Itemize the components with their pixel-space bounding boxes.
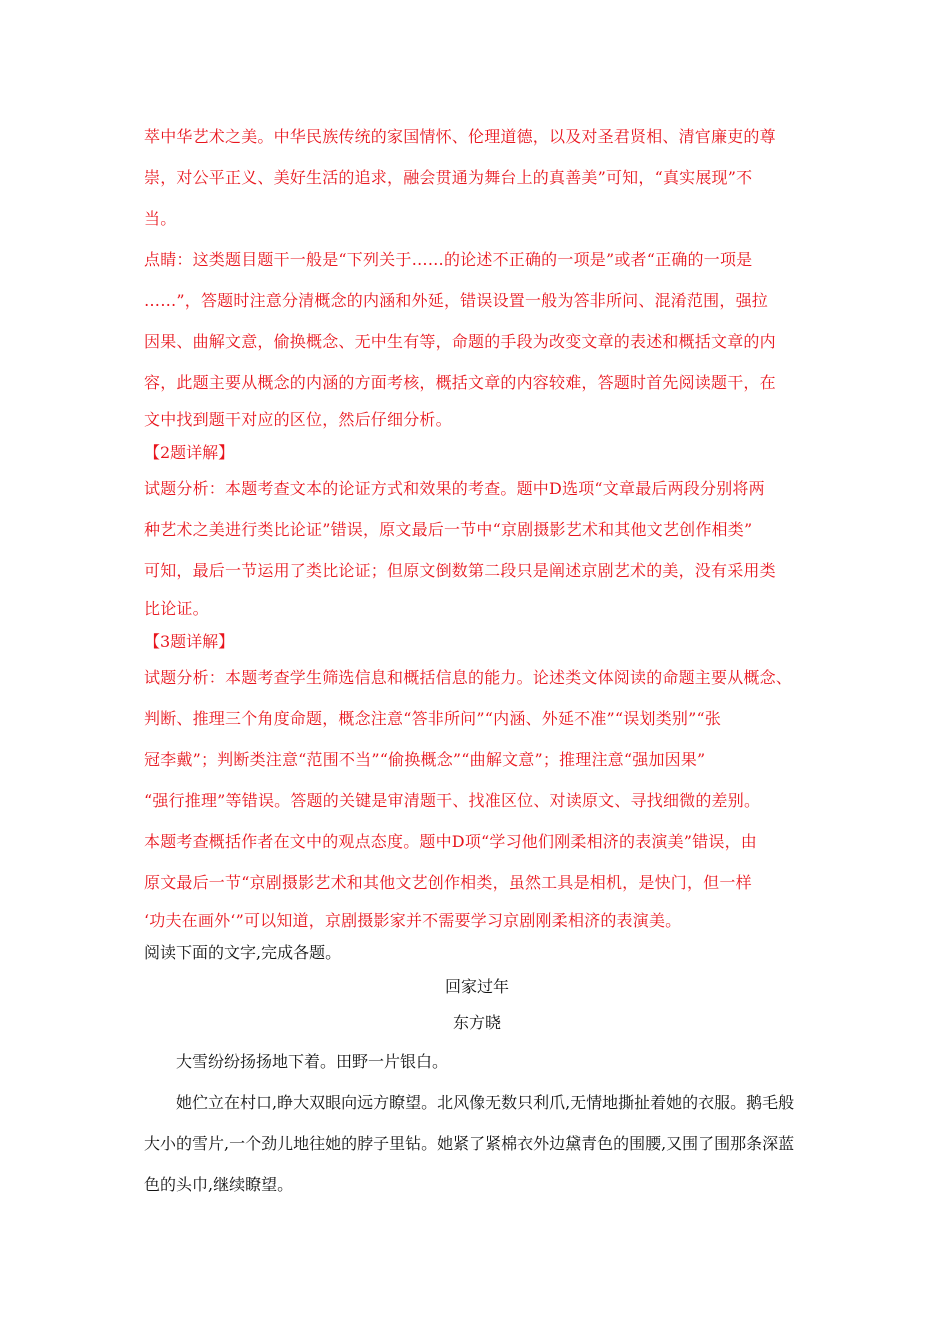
article-title: 回家过年 [444, 977, 509, 996]
analysis-q2 [144, 468, 810, 626]
document-page [144, 116, 810, 1205]
text-line: 试题分析：本题考查学生筛选信息和概括信息的能力。论述类文体阅读的命题主要从概念、 [144, 668, 793, 687]
text-line: 可知，最后一节运用了类比论证；但原文倒数第二段只是阐述京剧艺术的美，没有采用类 [144, 561, 776, 580]
analysis-q3 [144, 657, 810, 939]
article-paragraph: 她伫立在村口,睁大双眼向远方瞭望。北风像无数只利爪,无情地撕扯着她的衣服。鹅毛般大小的雪片,一个劲儿地往她的脖子里钻。她紧了紧棉衣外边黛青色的围腰,又围了围那条深蓝色的头巾,继续瞭望。 [144, 1093, 795, 1194]
text-line: 判断、推理三个角度命题，概念注意“答非所问”“内涵、外延不准”“误划类别”“张 [144, 709, 722, 728]
text-line: 试题分析：本题考查文本的论证方式和效果的考查。题中D选项“文章最后两段分别将两 [144, 479, 765, 498]
article-author: 东方晓 [452, 1013, 501, 1032]
q3-heading: 【3题详解】 [144, 632, 235, 651]
article-body [144, 1041, 810, 1205]
q2-heading: 【2题详解】 [144, 443, 235, 462]
text-line: 本题考查概括作者在文中的观点态度。题中D项“学习他们刚柔相济的表演美”错误，由 [144, 832, 757, 851]
text-line: 容，此题主要从概念的内涵的方面考核，概括文章的内容较难，答题时首先阅读题干，在 [144, 373, 776, 392]
text-line: 当。 [144, 209, 177, 228]
text-line: “强行推理”等错误。答题的关键是审清题干、找准区位、对读原文、寻找细微的差别。 [144, 791, 761, 810]
text-line: 点睛：这类题目题干一般是“下列关于……的论述不正确的一项是”或者“正确的一项是 [144, 250, 753, 269]
reading-section [144, 939, 810, 1205]
text-line: 冠李戴”；判断类注意“范围不当”“偷换概念”“曲解文意”；推理注意“强加因果” [144, 750, 706, 769]
text-line: 崇，对公平正义、美好生活的追求，融会贯通为舞台上的真善美”可知，“真实展现”不 [144, 168, 753, 187]
text-line: 原文最后一节“京剧摄影艺术和其他文艺创作相类，虽然工具是相机，是快门，但一样 [144, 873, 752, 892]
text-line: ‘功夫在画外‘”可以知道，京剧摄影家并不需要学习京剧刚柔相济的表演美。 [144, 911, 682, 930]
text-line: 萃中华艺术之美。中华民族传统的家国情怀、伦理道德，以及对圣君贤相、清官廉吏的尊 [144, 127, 776, 146]
text-line: 文中找到题干对应的区位，然后仔细分析。 [144, 410, 452, 429]
article-paragraph: 大雪纷纷扬扬地下着。田野一片银白。 [176, 1052, 449, 1071]
text-line: 因果、曲解文意，偷换概念、无中生有等，命题的手段为改变文章的表述和概括文章的内 [144, 332, 776, 351]
analysis-q1-continued [144, 116, 810, 437]
text-line: ……”，答题时注意分清概念的内涵和外延，错误设置一般为答非所问、混淆范围，强拉 [144, 291, 768, 310]
reading-instruction: 阅读下面的文字,完成各题。 [144, 943, 342, 962]
text-line: 种艺术之美进行类比论证”错误，原文最后一节中“京剧摄影艺术和其他文艺创作相类” [144, 520, 753, 539]
text-line: 比论证。 [144, 599, 209, 618]
